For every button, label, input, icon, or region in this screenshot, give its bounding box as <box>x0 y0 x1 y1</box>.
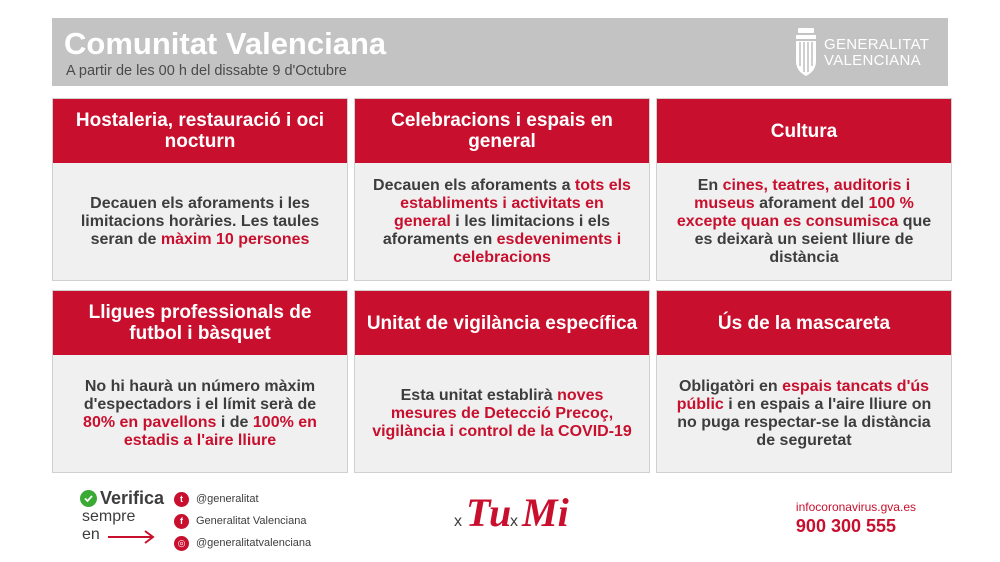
social-label: @generalitat <box>196 493 259 505</box>
info-url-link[interactable]: infocoronavirus.gva.es <box>795 500 916 514</box>
twitter-icon: t <box>174 492 189 507</box>
en-text: en <box>82 526 100 543</box>
tumi-x2: x <box>510 513 518 530</box>
card-body <box>355 163 649 280</box>
tu-x-mi-logo <box>452 484 582 544</box>
body-text: i en espais a l'aire lliure on no puga respectar-se la distància de seguretat <box>677 395 932 449</box>
card-title: Unitat de vigilància específica <box>355 291 649 355</box>
facebook-icon: f <box>174 514 189 529</box>
card-body <box>53 355 347 472</box>
body-text: Decauen els aforaments i les limitacions horàries. Les taules seran de <box>80 194 320 248</box>
body-text: que es deixarà un seient lliure de distància <box>694 212 932 266</box>
check-icon <box>80 490 97 507</box>
contact-block <box>796 500 916 537</box>
card-body <box>657 355 951 472</box>
header-banner <box>52 18 948 86</box>
body-text: Obligatòri en <box>678 377 783 395</box>
tumi-mi: Mi <box>522 490 569 535</box>
social-instagram[interactable] <box>174 532 311 554</box>
generalitat-logo <box>794 26 934 78</box>
sempre-text: sempre <box>82 508 136 525</box>
card-body-text <box>69 195 331 249</box>
social-links <box>174 488 311 554</box>
instagram-icon: ◎ <box>174 536 189 551</box>
highlight-text: 100% en estadis a l'aire lliure <box>123 413 317 449</box>
card-body <box>355 355 649 472</box>
social-label: @generalitatvalenciana <box>196 537 312 549</box>
card-hostaleria <box>52 98 348 281</box>
tumi-tu: Tu <box>466 490 512 535</box>
highlight-text: cines, teatres, auditoris i museus <box>694 176 911 212</box>
card-body-text <box>371 177 633 267</box>
card-title: Ús de la mascareta <box>657 291 951 355</box>
card-body-text <box>371 387 633 441</box>
highlight-text: noves mesures de Detecció Precoç, vigilància i control de la COVID-19 <box>372 386 632 440</box>
body-text: Decauen els aforaments a <box>373 176 575 194</box>
card-celebracions <box>354 98 650 281</box>
highlight-text: esdeveniments i celebracions <box>453 230 622 266</box>
body-text: i de <box>216 413 253 431</box>
page-subtitle: A partir de les 00 h del dissabte 9 d'Octubre <box>66 63 347 79</box>
card-cultura <box>656 98 952 281</box>
card-vigilancia <box>354 290 650 473</box>
body-text: i les limitacions i els aforaments en <box>382 212 611 248</box>
card-body-text <box>69 378 331 450</box>
tumi-x1: x <box>454 513 462 530</box>
highlight-text: espais tancats d'ús públic <box>676 377 930 413</box>
highlight-text: 100 % excepte quan es consumisca <box>676 194 914 230</box>
social-twitter[interactable] <box>174 488 311 510</box>
card-body <box>657 163 951 280</box>
social-label: Generalitat Valenciana <box>196 515 307 527</box>
page-title: Comunitat Valenciana <box>64 26 387 61</box>
social-facebook[interactable] <box>174 510 311 532</box>
generalitat-logo-text <box>824 37 929 69</box>
card-title: Celebracions i espais en general <box>355 99 649 163</box>
card-title: Hostaleria, restauració i oci nocturn <box>53 99 347 163</box>
verifica-label <box>80 488 164 509</box>
card-mascareta <box>656 290 952 473</box>
body-text: Esta unitat establirà <box>400 386 558 404</box>
phone-number[interactable]: 900 300 555 <box>795 516 897 536</box>
highlight-text: 80% en pavellons <box>83 413 217 431</box>
body-text: En <box>697 176 723 194</box>
card-title: Lligues professionals de futbol i bàsquet <box>53 291 347 355</box>
arrow-right-icon <box>108 530 156 544</box>
logo-line-1: GENERALITAT <box>824 36 930 53</box>
body-text: aforament del <box>754 194 869 212</box>
generalitat-emblem-icon <box>794 26 818 78</box>
verifica-text: Verifica <box>100 488 165 508</box>
logo-line-2: VALENCIANA <box>824 52 921 69</box>
card-title: Cultura <box>657 99 951 163</box>
body-text: No hi haurà un número màxim d'espectadors i el límit serà de <box>83 377 317 413</box>
card-lligues <box>52 290 348 473</box>
highlight-text: màxim 10 persones <box>160 230 310 248</box>
highlight-text: tots els establiments i activitats en general <box>393 176 631 230</box>
card-body <box>53 163 347 280</box>
card-body-text <box>673 177 935 267</box>
card-body-text <box>673 378 935 450</box>
